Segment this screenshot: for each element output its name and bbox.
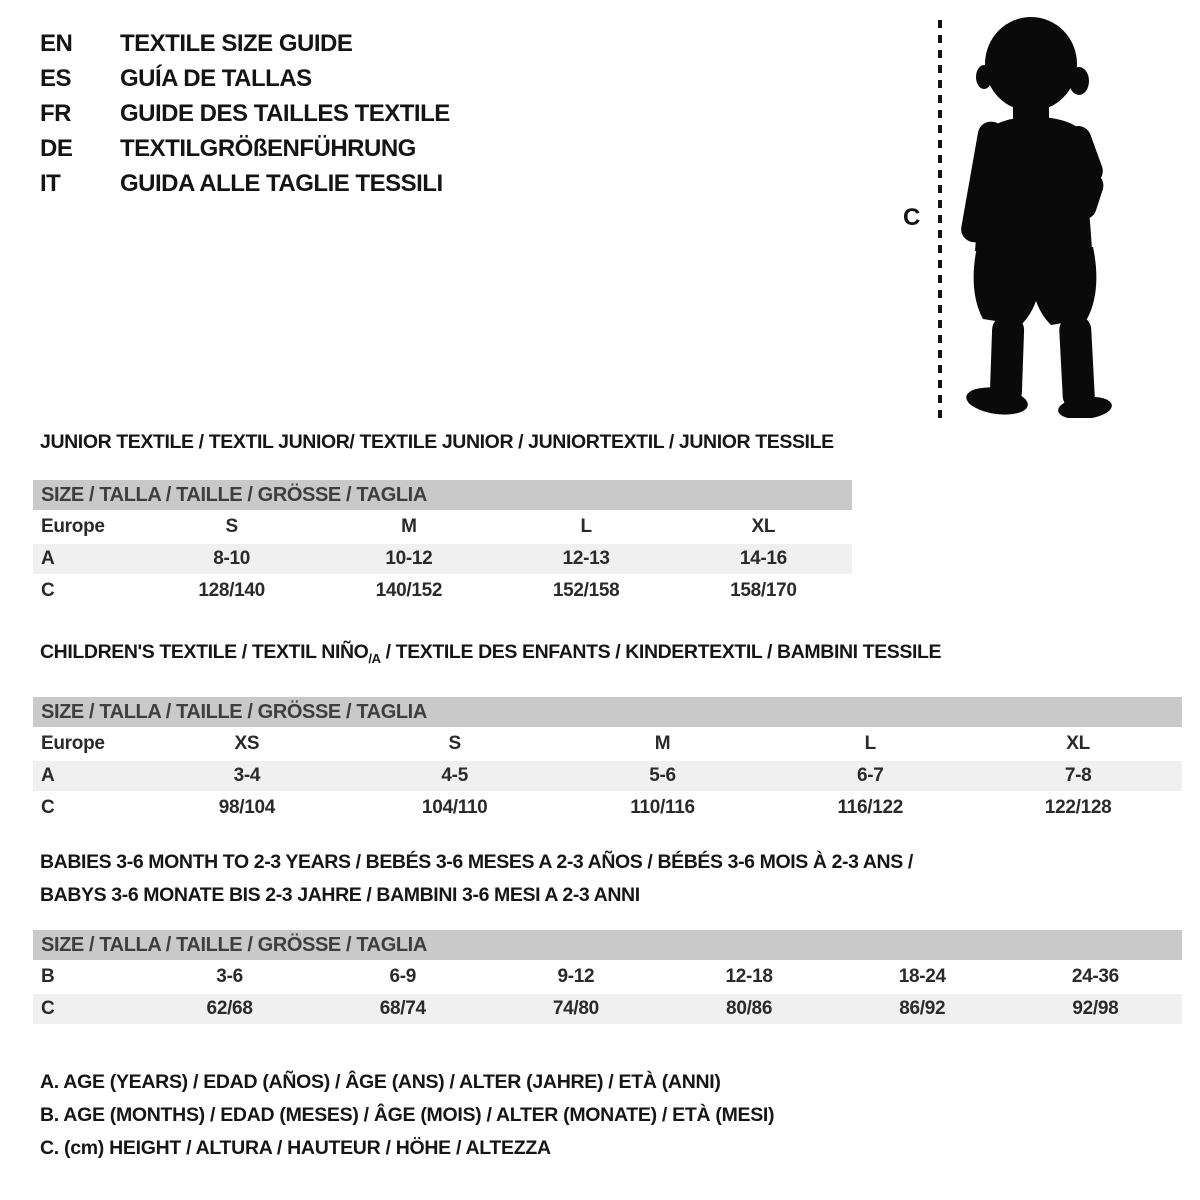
months-cell: 18-24 <box>898 966 946 987</box>
language-row-en <box>40 26 450 61</box>
age-cell: 14-16 <box>739 548 787 569</box>
height-cell: 80/86 <box>726 998 773 1019</box>
height-dashed-line <box>938 20 942 418</box>
babies-row-months <box>33 962 1182 992</box>
height-cell: 158/170 <box>730 580 797 601</box>
children-section-title <box>33 641 1182 670</box>
row-label: Europe <box>41 516 105 537</box>
row-label: B <box>41 966 55 987</box>
months-cell: 24-36 <box>1071 966 1119 987</box>
row-label: Europe <box>41 732 105 754</box>
size-cell: S <box>448 732 461 754</box>
legend-line-a: A. AGE (YEARS) / EDAD (AÑOS) / ÂGE (ANS) / ALTER (JAHRE) / ETÀ (ANNI) <box>40 1071 721 1093</box>
height-cell: 98/104 <box>218 796 276 818</box>
language-row-es <box>40 61 450 96</box>
language-title-list <box>40 26 450 201</box>
children-title-sub: /A <box>368 650 381 666</box>
guide-title: GUIDA ALLE TAGLIE TESSILI <box>120 170 443 197</box>
age-cell: 7-8 <box>1064 764 1092 786</box>
language-row-de <box>40 131 450 166</box>
junior-row-height <box>33 576 852 606</box>
row-label: C <box>41 796 55 818</box>
language-row-it <box>40 166 450 201</box>
row-label: C <box>41 998 55 1019</box>
guide-title: TEXTILE SIZE GUIDE <box>120 30 353 57</box>
height-cell: 116/122 <box>837 796 904 818</box>
height-c-label: C <box>903 204 921 231</box>
height-cell: 122/128 <box>1044 796 1112 818</box>
height-cell: 110/116 <box>630 796 695 818</box>
height-measure-figure <box>903 16 1129 420</box>
height-cell: 92/98 <box>1072 998 1119 1019</box>
age-cell: 8-10 <box>213 548 251 569</box>
measure-legend <box>40 1066 774 1165</box>
junior-row-europe <box>33 512 852 542</box>
height-cell: 74/80 <box>552 998 599 1019</box>
size-cell: XL <box>751 516 776 537</box>
age-cell: 3-4 <box>233 764 261 786</box>
language-code: IT <box>40 170 61 197</box>
row-label: A <box>41 764 55 786</box>
children-row-europe <box>33 729 1182 759</box>
babies-section-title <box>33 846 1182 912</box>
size-cell: L <box>580 516 592 537</box>
legend-line-c: C. (cm) HEIGHT / ALTURA / HAUTEUR / HÖHE / ALTEZZA <box>40 1137 551 1159</box>
language-code: ES <box>40 65 72 92</box>
language-code: EN <box>40 30 73 57</box>
height-cell: 140/152 <box>375 580 443 601</box>
language-row-fr <box>40 96 450 131</box>
months-cell: 6-9 <box>389 966 417 987</box>
size-cell: M <box>654 732 671 754</box>
guide-title: GUÍA DE TALLAS <box>120 65 312 92</box>
children-row-height <box>33 793 1182 823</box>
babies-title-line1: BABIES 3-6 MONTH TO 2-3 YEARS / BEBÉS 3-6 MESES A 2-3 AÑOS / BÉBÉS 3-6 MOIS À 2-3 ANS / <box>40 851 913 873</box>
months-cell: 9-12 <box>557 966 595 987</box>
age-cell: 5-6 <box>649 764 676 786</box>
height-cell: 152/158 <box>552 580 620 601</box>
months-cell: 3-6 <box>216 966 243 987</box>
babies-row-height <box>33 994 1182 1024</box>
age-cell: 12-13 <box>562 548 610 569</box>
babies-table-size-header: SIZE / TALLA / TAILLE / GRÖSSE / TAGLIA <box>33 930 1182 960</box>
toddler-silhouette-icon <box>957 16 1129 418</box>
children-textile-section <box>33 641 1182 823</box>
size-cell: M <box>401 516 417 537</box>
children-title-main: CHILDREN'S TEXTILE / TEXTIL NIÑO <box>40 641 369 663</box>
junior-textile-section <box>33 431 852 606</box>
months-cell: 12-18 <box>725 966 773 987</box>
children-title-rest: / TEXTILE DES ENFANTS / KINDERTEXTIL / BAMBINI TESSILE <box>380 641 942 663</box>
size-cell: XL <box>1066 732 1090 754</box>
language-code: FR <box>40 100 71 127</box>
height-cell: 86/92 <box>899 998 946 1019</box>
junior-section-title: JUNIOR TEXTILE / TEXTIL JUNIOR/ TEXTILE JUNIOR / JUNIORTEXTIL / JUNIOR TESSILE <box>40 431 834 453</box>
size-cell: XS <box>234 732 260 754</box>
size-cell: S <box>225 516 238 537</box>
language-code: DE <box>40 135 73 162</box>
guide-title: TEXTILGRÖßENFÜHRUNG <box>120 135 416 162</box>
height-cell: 62/68 <box>206 998 253 1019</box>
junior-table-size-header: SIZE / TALLA / TAILLE / GRÖSSE / TAGLIA <box>33 480 852 510</box>
row-label: A <box>41 548 55 569</box>
junior-row-age <box>33 544 852 574</box>
children-row-age <box>33 761 1182 791</box>
age-cell: 10-12 <box>385 548 433 569</box>
legend-line-b: B. AGE (MONTHS) / EDAD (MESES) / ÂGE (MOIS) / ALTER (MONATE) / ETÀ (MESI) <box>40 1104 775 1126</box>
guide-title: GUIDE DES TAILLES TEXTILE <box>120 100 450 127</box>
babies-title-line2: BABYS 3-6 MONATE BIS 2-3 JAHRE / BAMBINI 3-6 MESI A 2-3 ANNI <box>40 884 640 906</box>
babies-section <box>33 846 1182 1024</box>
row-label: C <box>41 580 55 601</box>
height-cell: 68/74 <box>379 998 426 1019</box>
age-cell: 4-5 <box>441 764 468 786</box>
size-cell: L <box>864 732 876 754</box>
height-cell: 104/110 <box>421 796 488 818</box>
children-table-size-header: SIZE / TALLA / TAILLE / GRÖSSE / TAGLIA <box>33 697 1182 727</box>
age-cell: 6-7 <box>857 764 884 786</box>
height-cell: 128/140 <box>198 580 265 601</box>
